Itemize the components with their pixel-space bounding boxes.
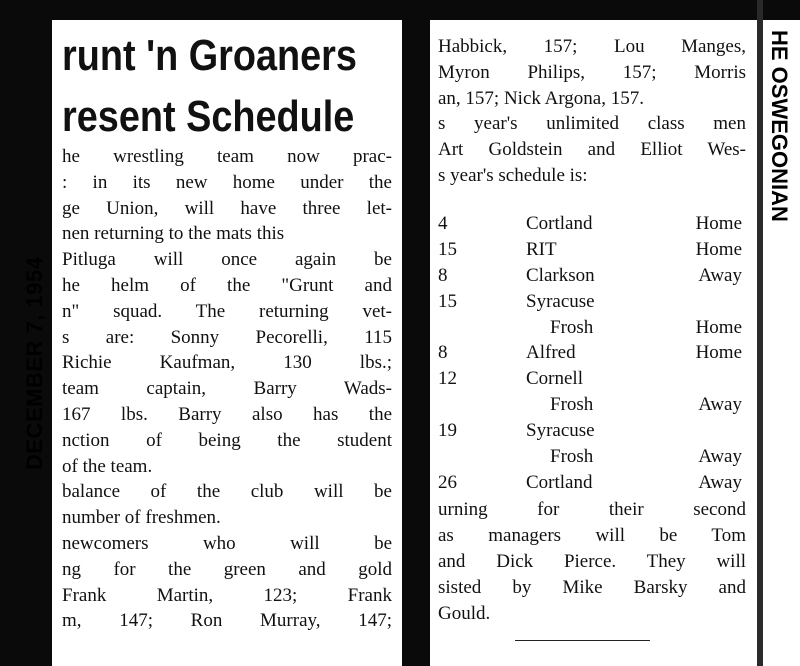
schedule-row: [438, 394, 746, 420]
text-line: : in its new home under the: [62, 171, 392, 193]
headline-line-1: runt 'n Groaners: [62, 31, 357, 80]
schedule-table: [438, 213, 746, 498]
text-line: Richie Kaufman, 130 lbs.;: [62, 352, 392, 374]
text-line: team captain, Barry Wads-: [62, 378, 392, 400]
text-line: number of freshmen.: [62, 507, 221, 529]
text-line: 167 lbs. Barry also has the: [62, 403, 392, 425]
text-line: s year's unlimited class men: [438, 113, 746, 135]
text-line: Habbick, 157; Lou Manges,: [438, 36, 746, 57]
schedule-location: Home: [695, 342, 742, 364]
schedule-opponent: RIT: [526, 238, 557, 260]
schedule-location: Away: [698, 264, 742, 286]
text-line: Frank Martin, 123; Frank: [62, 584, 392, 606]
text-line: Art Goldstein and Elliot Wes-: [438, 139, 746, 161]
schedule-location: Home: [695, 316, 742, 338]
text-line: Myron Philips, 157; Morris: [438, 61, 746, 83]
text-line: he helm of the "Grunt and: [62, 274, 392, 296]
schedule-row: [438, 317, 746, 343]
schedule-row: [438, 420, 746, 446]
text-line: an, 157; Nick Argona, 157.: [438, 87, 644, 109]
text-line: newcomers who will be: [62, 532, 392, 554]
schedule-date: 8: [438, 342, 448, 364]
schedule-date: 8: [438, 264, 448, 286]
schedule-row: [438, 368, 746, 394]
schedule-row: [438, 213, 746, 239]
end-rule: [515, 640, 650, 641]
schedule-row: [438, 239, 746, 265]
schedule-date: 12: [438, 368, 457, 390]
schedule-location: Away: [698, 471, 742, 493]
text-line: as managers will be Tom: [438, 525, 746, 546]
issue-date: DECEMBER 7, 1954: [22, 256, 47, 470]
schedule-opponent: Alfred: [526, 342, 576, 364]
schedule-opponent: Syracuse: [526, 420, 595, 442]
schedule-row: [438, 472, 746, 498]
text-line: and Dick Pierce. They will: [438, 551, 746, 572]
text-line: n" squad. The returning vet-: [62, 300, 392, 322]
article-right-column: [438, 34, 746, 189]
schedule-location: Home: [695, 213, 742, 234]
text-line: ng for the green and gold: [62, 558, 392, 580]
text-line: balance of the club will be: [62, 481, 392, 503]
text-line: sisted by Mike Barsky and: [438, 577, 746, 598]
schedule-opponent: Syracuse: [526, 290, 595, 312]
text-line: urning for their second: [438, 499, 746, 520]
headline-line-2: resent Schedule: [62, 92, 355, 141]
right-column-rule: [757, 0, 763, 666]
schedule-row: [438, 291, 746, 317]
schedule-location: Home: [695, 238, 742, 260]
schedule-opponent: Clarkson: [526, 264, 595, 286]
schedule-date: 26: [438, 471, 457, 493]
schedule-opponent: Frosh: [550, 316, 594, 338]
text-line: s are: Sonny Pecorelli, 115: [62, 326, 392, 348]
text-line: Gould.: [438, 603, 491, 624]
schedule-row: [438, 342, 746, 368]
schedule-opponent: Frosh: [550, 446, 594, 468]
schedule-row: [438, 446, 746, 472]
schedule-opponent: Cornell: [526, 368, 583, 390]
text-line: m, 147; Ron Murray, 147;: [62, 610, 392, 632]
schedule-location: Away: [698, 446, 742, 468]
schedule-date: 15: [438, 290, 457, 312]
column-gutter: [402, 20, 430, 666]
schedule-date: 4: [438, 213, 448, 234]
schedule-opponent: Frosh: [550, 394, 594, 416]
article-left-column: [62, 144, 392, 634]
article-closing-paragraph: [438, 497, 746, 627]
schedule-date: 19: [438, 420, 457, 442]
top-border: [0, 0, 800, 20]
text-line: nction of being the student: [62, 429, 392, 451]
schedule-location: Away: [698, 394, 742, 416]
text-line: Pitluga will once again be: [62, 249, 392, 271]
text-line: he wrestling team now prac-: [62, 146, 392, 167]
newspaper-masthead: HE OSWEGONIAN: [767, 30, 792, 222]
schedule-opponent: Cortland: [526, 471, 593, 493]
text-line: of the team.: [62, 455, 153, 477]
schedule-date: 15: [438, 238, 457, 260]
schedule-opponent: Cortland: [526, 213, 593, 234]
text-line: ge Union, will have three let-: [62, 197, 392, 219]
schedule-row: [438, 265, 746, 291]
text-line: s year's schedule is:: [438, 164, 588, 186]
text-line: nen returning to the mats this: [62, 223, 285, 245]
